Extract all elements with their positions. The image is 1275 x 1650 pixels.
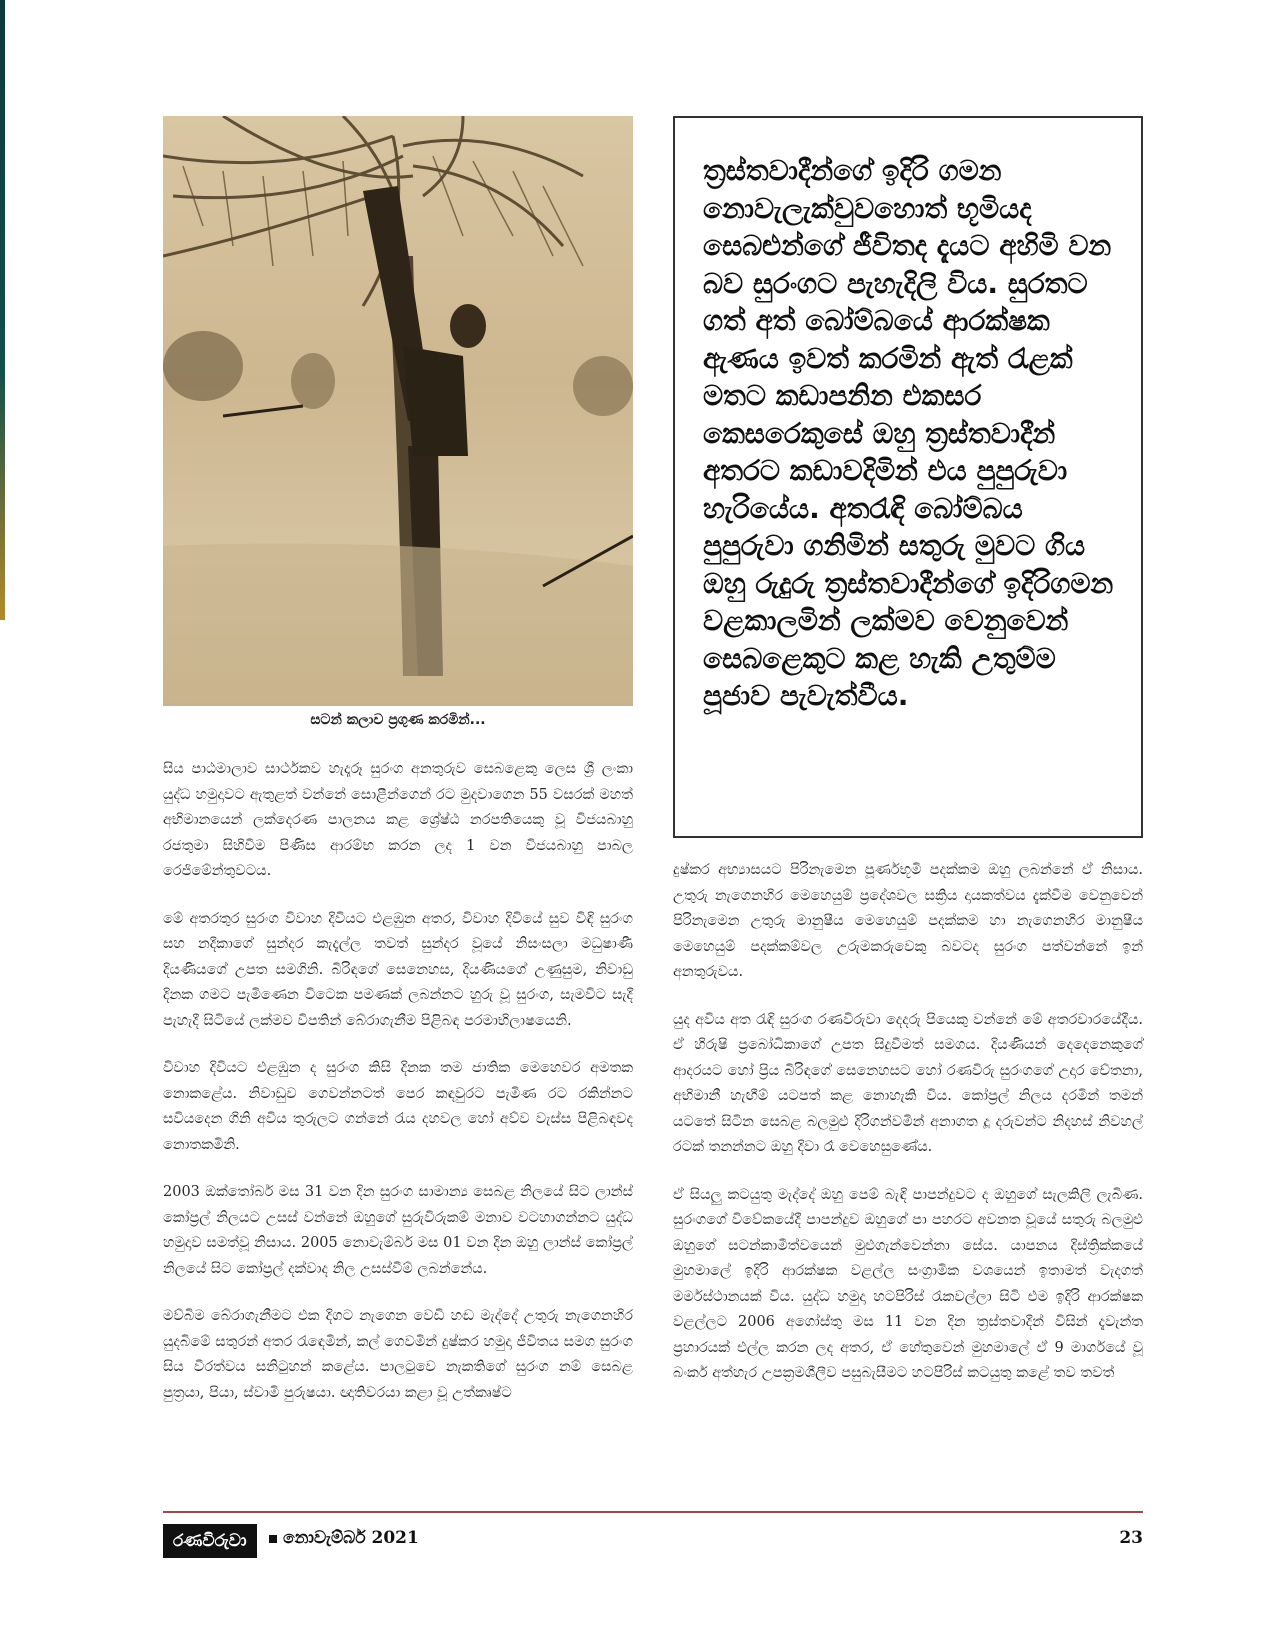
paragraph: මව්බිම බේරාගැනීමට එක දිගට නැගෙන වෙඩි හඬ මැද්දේ උතුරු නැගෙනහිර යුදබිමේ සතුරන් අතර රැඳෙමින්, කල් ගෙවමින් දුෂ්කර හමුදා ජීවිතය සමග සුරංග සිය වීරත්වය සනිටුහන් කළේය. පාලටුවෙ නැකතිගේ සුරංග නම් සෙබළ පුත්‍රයා, පියා, ස්වාමි පුරුෂයා. ඥාතිවරයා කළා වූ උත්කෘෂ්ට (163, 1308, 633, 1401)
martial-arts-photo (163, 116, 633, 706)
page-footer (163, 1524, 1143, 1564)
issue-label: නොවැම්බර් 2021 (283, 1528, 419, 1548)
right-column (673, 858, 1143, 1409)
square-bullet-icon (269, 1535, 277, 1543)
page-number: 23 (1119, 1528, 1143, 1548)
paragraph: යුද අවිය අත රැඳි සුරංග රණවිරුවා දෙදරු පියෙකු වන්නේ මේ අතරවාරයේදීය. ඒ හිරුෂි ප්‍රබෝධිකාගේ උපත සිදුවීමත් සමගය. දියණියන් දෙදෙනෙකුගේ ආදරයට හෝ ප්‍රිය බිරිඳගේ සෙනෙහසට හෝ රණවිරු සුරංගගේ උදාර චේතනා, අභිමානී හැඟීම් යටපත් කළ නොහැකි විය. කෝප්‍රල් නිලය දරමින් තමන් යටතේ සිටින සෙබළ බලමුළු දිරිගන්වමින් අනාගත දූ දරුවන්ට නිදහස් නිවහල් රටක් තනන්නට ඔහු දිවා රෑ වෙහෙසුණේය. (673, 1011, 1143, 1155)
left-column (163, 757, 633, 1428)
pull-quote-box (673, 116, 1143, 838)
paragraph: ඒ සියලු කටයුතු මැද්දේ ඔහු පෙම් බැඳි පාපන්දුවට ද ඔහුගේ සැලකිලි ලැබිණ. සුරංගගේ විවේකයේදී පාපන්දුව ඔහුගේ පා පහරට අවනත වූයේ සතුරු බලමුළු ඔහුගේ සටන්කාමීත්වයෙන් මුළුගැන්වෙන්නා සේය. යාපනය දිස්ත්‍රික්කයේ මුහමාලේ ඉදිරි ආරක්ෂක වළල්ල සංග්‍රාමික වශයෙන් ඉතාමත් වැදගත් මර්මස්ථානයක් විය. යුද්ධ හමුදා හටපිරිස් රැකවල්ලා සිටි එම ඉදිරි ආරක්ෂක වළල්ලට 2006 අගෝස්තු මස 11 වන දින ත්‍රස්තවාදීන් විසින් දැවැන්ත ප්‍රහාරයක් එල්ල කරන ලද අතර, ඒ හේතුවෙන් මුහමාලේ ඒ 9 මාර්ගයේ වූ බංකර් අත්හැර උපක්‍රමශීලීව පසුබැසීමට හටපිරිස් කටයුතු කළේ තව තවත් (673, 1186, 1143, 1381)
photo-caption: සටන් කලාව ප්‍රගුණ කරමින්... (310, 712, 486, 728)
martial-arts-photo-illustration (163, 116, 633, 706)
magazine-name: රණවිරුවා (163, 1524, 257, 1558)
paragraph: දුෂ්කර අභ්‍යාසයට පිරිනැමෙන පූර්ණභූමි පදක්කම ඔහු ලබන්නේ ඒ නිසාය. උතුරු නැගෙනහිර මෙහෙයුම් ප්‍රදේශවල සක්‍රිය දායකත්වය දැක්වීම වෙනුවෙන් පිරිනැමෙන උතුරු මානුෂීය මෙහෙයුම් පදක්කම හා නැගෙනහිර මානුෂීය මෙහෙයුම් පදක්කම්වල උරුමකරුවෙකු බවටද සුරංග පත්වන්නේ ඉන් අනතුරුවය. (673, 862, 1143, 980)
pull-quote-text: ත්‍රස්තවාදීන්ගේ ඉදිරි ගමන නොවැලැක්වුවහොත් භූමියද සෙබළුන්ගේ ජීවිතද දැයට අහිමි වන බව සුරංගට පැහැදිලි විය. සුරතට ගත් අත් බෝම්බයේ ආරක්ෂක ඇණය ඉවත් කරමින් ඇත් රැළක් මතට කඩාපනින එකසර කෙසරෙකුසේ ඔහු ත්‍රස්තවාදීන් අතරට කඩාවදිමින් එය පුපුරුවා හැරියේය. අතරැඳි බෝම්බය පුපුරුවා ගනිමින් සතුරු මුවට ගිය ඔහු රුදුරු ත්‍රස්තවාදීන්ගේ ඉදිරිගමන වළකාලමින් ලක්මව වෙනුවෙන් සෙබළෙකුට කළ හැකි උතුම්ම පූජාව පැවැත්වීය. (703, 154, 1114, 712)
page-edge-strip (0, 0, 5, 620)
footer-rule (163, 1511, 1143, 1513)
issue-date (269, 1528, 419, 1548)
paragraph: සිය පාඨමාලාව සාර්ථකව හැදෑරූ සුරංග අනතුරුව සෙබළෙකු ලෙස ශ්‍රී ලංකා යුද්ධ හමුදාවට ඇතුළත් වන්නේ සොළීන්ගෙන් රට මුදවාගෙන 55 වසරක් මහත් අභිමානයෙන් ලක්දෙරණ පාලනය කළ ශ්‍රේෂ්ඨ නරපතියෙකු වූ විජයබාහු රජතුමා සිහිවීම පිණිස ආරම්භ කරන ලද 1 වන විජයබාහු පාබල රෙජිමේන්තුවටය. (163, 761, 633, 879)
paragraph: විවාහ දිවියට එළඹුන ද සුරංග කිසි දිනක තම ජාතික මෙහෙවර අමතක නොකළේය. නිවාඩුව ගෙවන්නටත් පෙර කඳවුරට පැමිණ රට රකින්නට සවියදෙන ගිනි අවිය තුරුලට ගන්නේ රැය දහවල හෝ අව්ව වැස්ස පිළිබඳවද නොතකමිනි. (163, 1060, 633, 1153)
paragraph: 2003 ඔක්තෝබර් මස 31 වන දින සුරංග සාමාන්‍ය සෙබළ නිලයේ සිට ලාන්ස් කෝප්‍රල් නිලයට උසස් වන්නේ ඔහුගේ සුරුවිරුකම් මනාව වටහාගන්නට යුද්ධ හමුදාව සමත්වූ නිසාය. 2005 නොවැම්බර් මස 01 වන දින ඔහු ලාන්ස් කෝප්‍රල් නිලයේ සිට කෝප්‍රල් දක්වාද නිල උසස්වීම් ලබන්නේය. (163, 1184, 633, 1277)
paragraph: මේ අතරතුර සුරංග විවාහ දිවියට එළඹුන අතර, විවාහ දිවියේ සුව විඳි සුරංග සහ නදීකාගේ සුන්දර කැදැල්ල තවත් සුන්දර වූයේ නිසංසලා මධුෂාණී දියණියගේ උපත සමගිනි. බිරිඳගේ සෙනෙහස, දියණියගේ උණුසුම, නිවාඩු දිනක ගමට පැමිණෙන විටෙක පමණක් ලබන්නට හුරු වූ සුරංග, සැමවිට සැදී පැහැදී සිටියේ ලක්මව විපතින් බේරාගැනීම පිළිබඳ පරමාභිලාෂයෙනි. (163, 910, 633, 1029)
